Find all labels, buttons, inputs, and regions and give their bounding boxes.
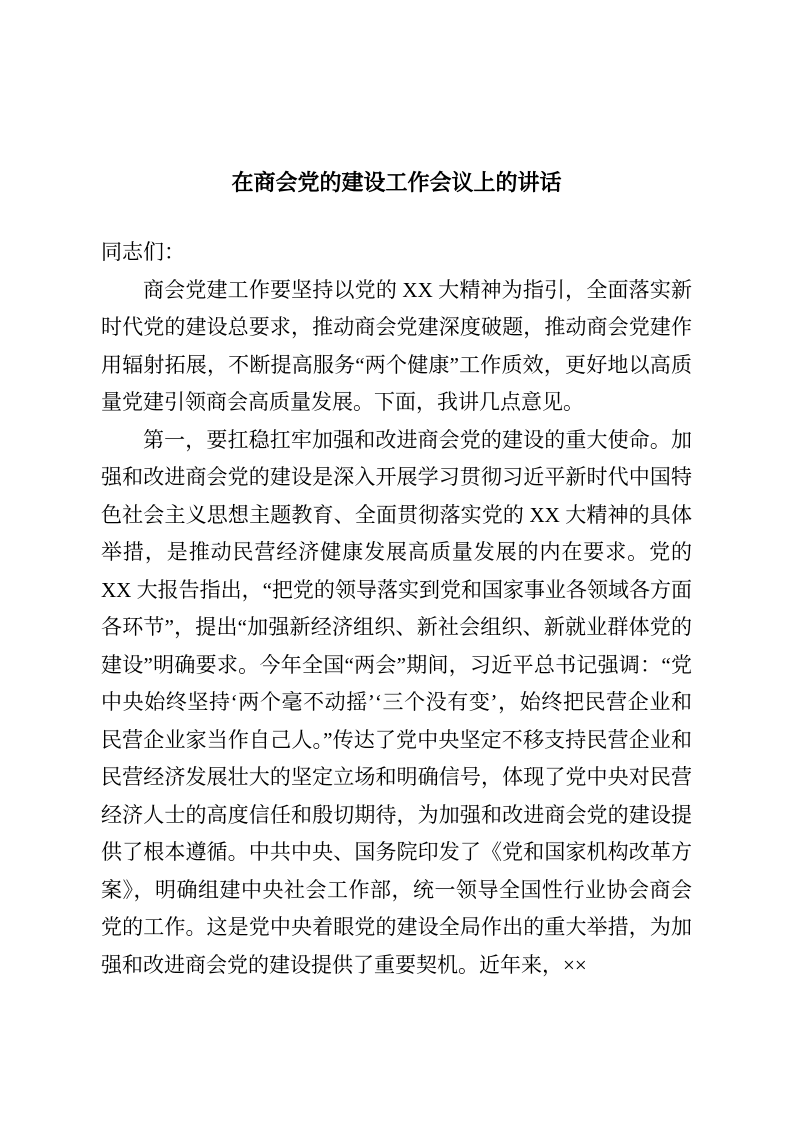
document-title: 在商会党的建设工作会议上的讲话 [231,170,562,195]
paragraph-intro: 商会党建工作要坚持以党的 XX 大精神为指引，全面落实新时代党的建设总要求，推动商会党建深度破题，推动商会党建作用辐射拓展，不断提高服务“两个健康”工作质效，更好地以高质量党建引领商会高质量发展。下面，我讲几点意见。 [101,277,692,414]
salutation-line: 同志们： [101,240,185,264]
paragraph-point-one: 第一，要扛稳扛牢加强和改进商会党的建设的重大使命。加强和改进商会党的建设是深入开展学习贯彻习近平新时代中国特色社会主义思想主题教育、全面贯彻落实党的 XX 大精神的具体举措，是推动民营经济健康发展高质量发展的内在要求。党的 XX 大报告指出，“把党的领导落实到党和国家事业各领域各方面各环节”，提出“加强新经济组织、新社会组织、新就业群体党的建设”明确要求。今年全国“两会”期间，习近平总书记强调：“党中央始终坚持‘两个毫不动摇’‘三个没有变’，始终把民营企业和民营企业家当作自己人。”传达了党中央坚定不移支持民营企业和民营经济发展壮大的坚定立场和明确信号，体现了党中央对民营经济人士的高度信任和殷切期待，为加强和改进商会党的建设提供了根本遵循。中共中央、国务院印发了《党和国家机构改革方案》，明确组建中央社会工作部，统一领导全国性行业协会商会党的工作。这是党中央着眼党的建设全局作出的重大举措，为加强和改进商会党的建设提供了重要契机。近年来，×× [101,427,692,977]
